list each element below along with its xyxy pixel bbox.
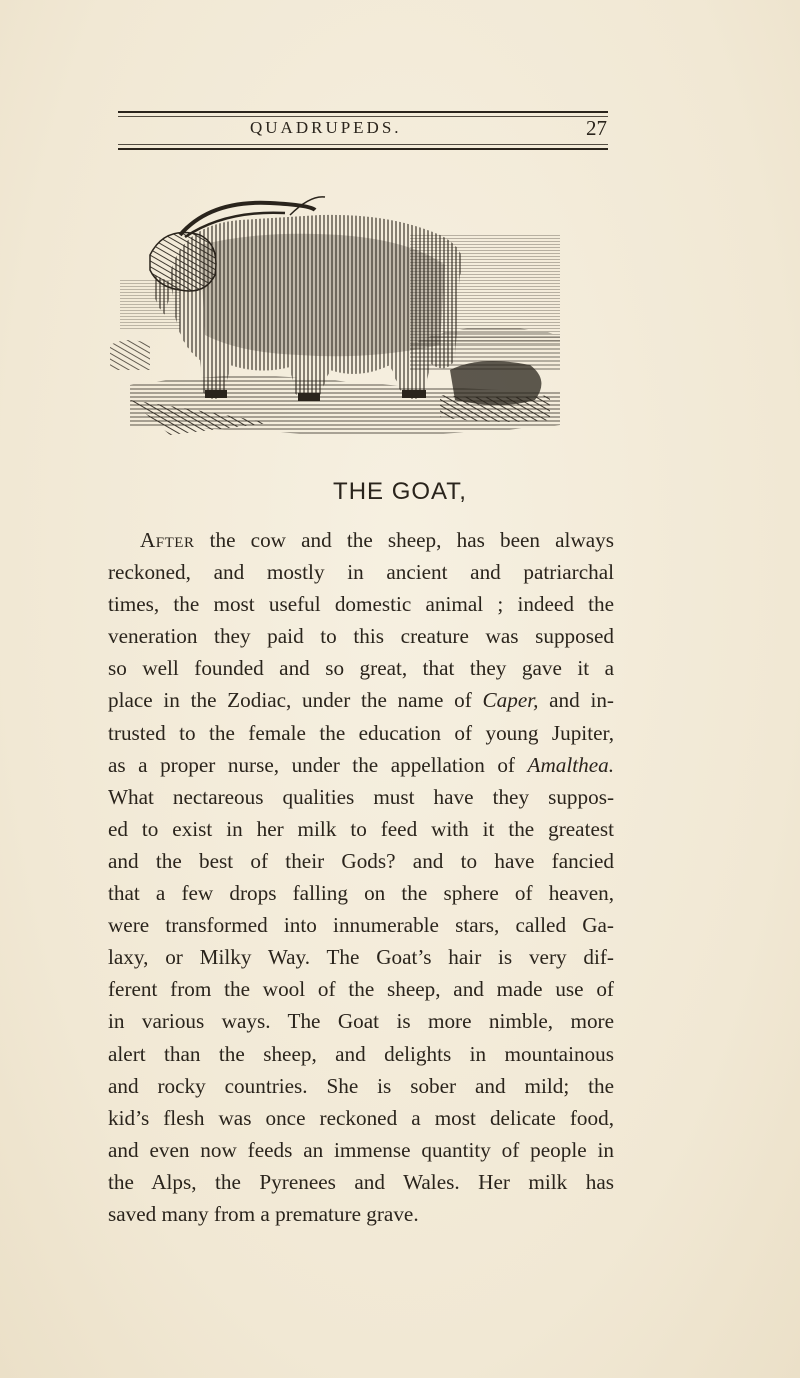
chapter-title: THE GOAT, xyxy=(333,478,467,505)
text-line: ed to exist in her milk to feed with it the greatest xyxy=(108,816,614,841)
text-line: times, the most useful domestic animal ; indeed the xyxy=(108,592,614,617)
header-rule xyxy=(118,148,608,150)
text-line: as a proper nurse, under the appellation of Amalthea. xyxy=(108,752,614,777)
header-rule xyxy=(118,111,608,113)
text-line: trusted to the female the education of young Jupiter, xyxy=(108,720,614,745)
header-rule xyxy=(118,144,608,145)
text-line: ferent from the wool of the sheep, and made use of xyxy=(108,977,614,1002)
text-line: that a few drops falling on the sphere of heaven, xyxy=(108,881,614,906)
text-line: and the best of their Gods? and to have fancied xyxy=(108,848,614,873)
text-line: alert than the sheep, and delights in mountainous xyxy=(108,1041,614,1066)
text-line: laxy, or Milky Way. The Goat’s hair is very dif- xyxy=(108,945,614,970)
text-line: the Alps, the Pyrenees and Wales. Her milk has xyxy=(108,1169,614,1194)
text-line: veneration they paid to this creature was supposed xyxy=(108,624,614,649)
text-line: and rocky countries. She is sober and mild; the xyxy=(108,1073,614,1098)
text-line: were transformed into innumerable stars, called Ga- xyxy=(108,913,614,938)
text-line: reckoned, and mostly in ancient and patriarchal xyxy=(108,560,614,585)
text-line: After the cow and the sheep, has been always xyxy=(140,528,614,552)
body-text xyxy=(108,524,614,1230)
header-rule xyxy=(118,116,608,117)
page-number: 27 xyxy=(586,116,607,140)
text-line: and even now feeds an immense quantity of people in xyxy=(108,1137,614,1162)
text-line: saved many from a premature grave. xyxy=(108,1201,419,1226)
text-line: kid’s flesh was once reckoned a most delicate food, xyxy=(108,1105,614,1130)
running-head: QUADRUPEDS. xyxy=(250,118,402,137)
text-line: place in the Zodiac, under the name of Caper, and in- xyxy=(108,688,614,713)
goat-engraving xyxy=(110,195,560,450)
text-line: What nectareous qualities must have they suppos- xyxy=(108,784,614,809)
text-line: so well founded and so great, that they gave it a xyxy=(108,656,614,681)
text-line: in various ways. The Goat is more nimble, more xyxy=(108,1009,614,1034)
